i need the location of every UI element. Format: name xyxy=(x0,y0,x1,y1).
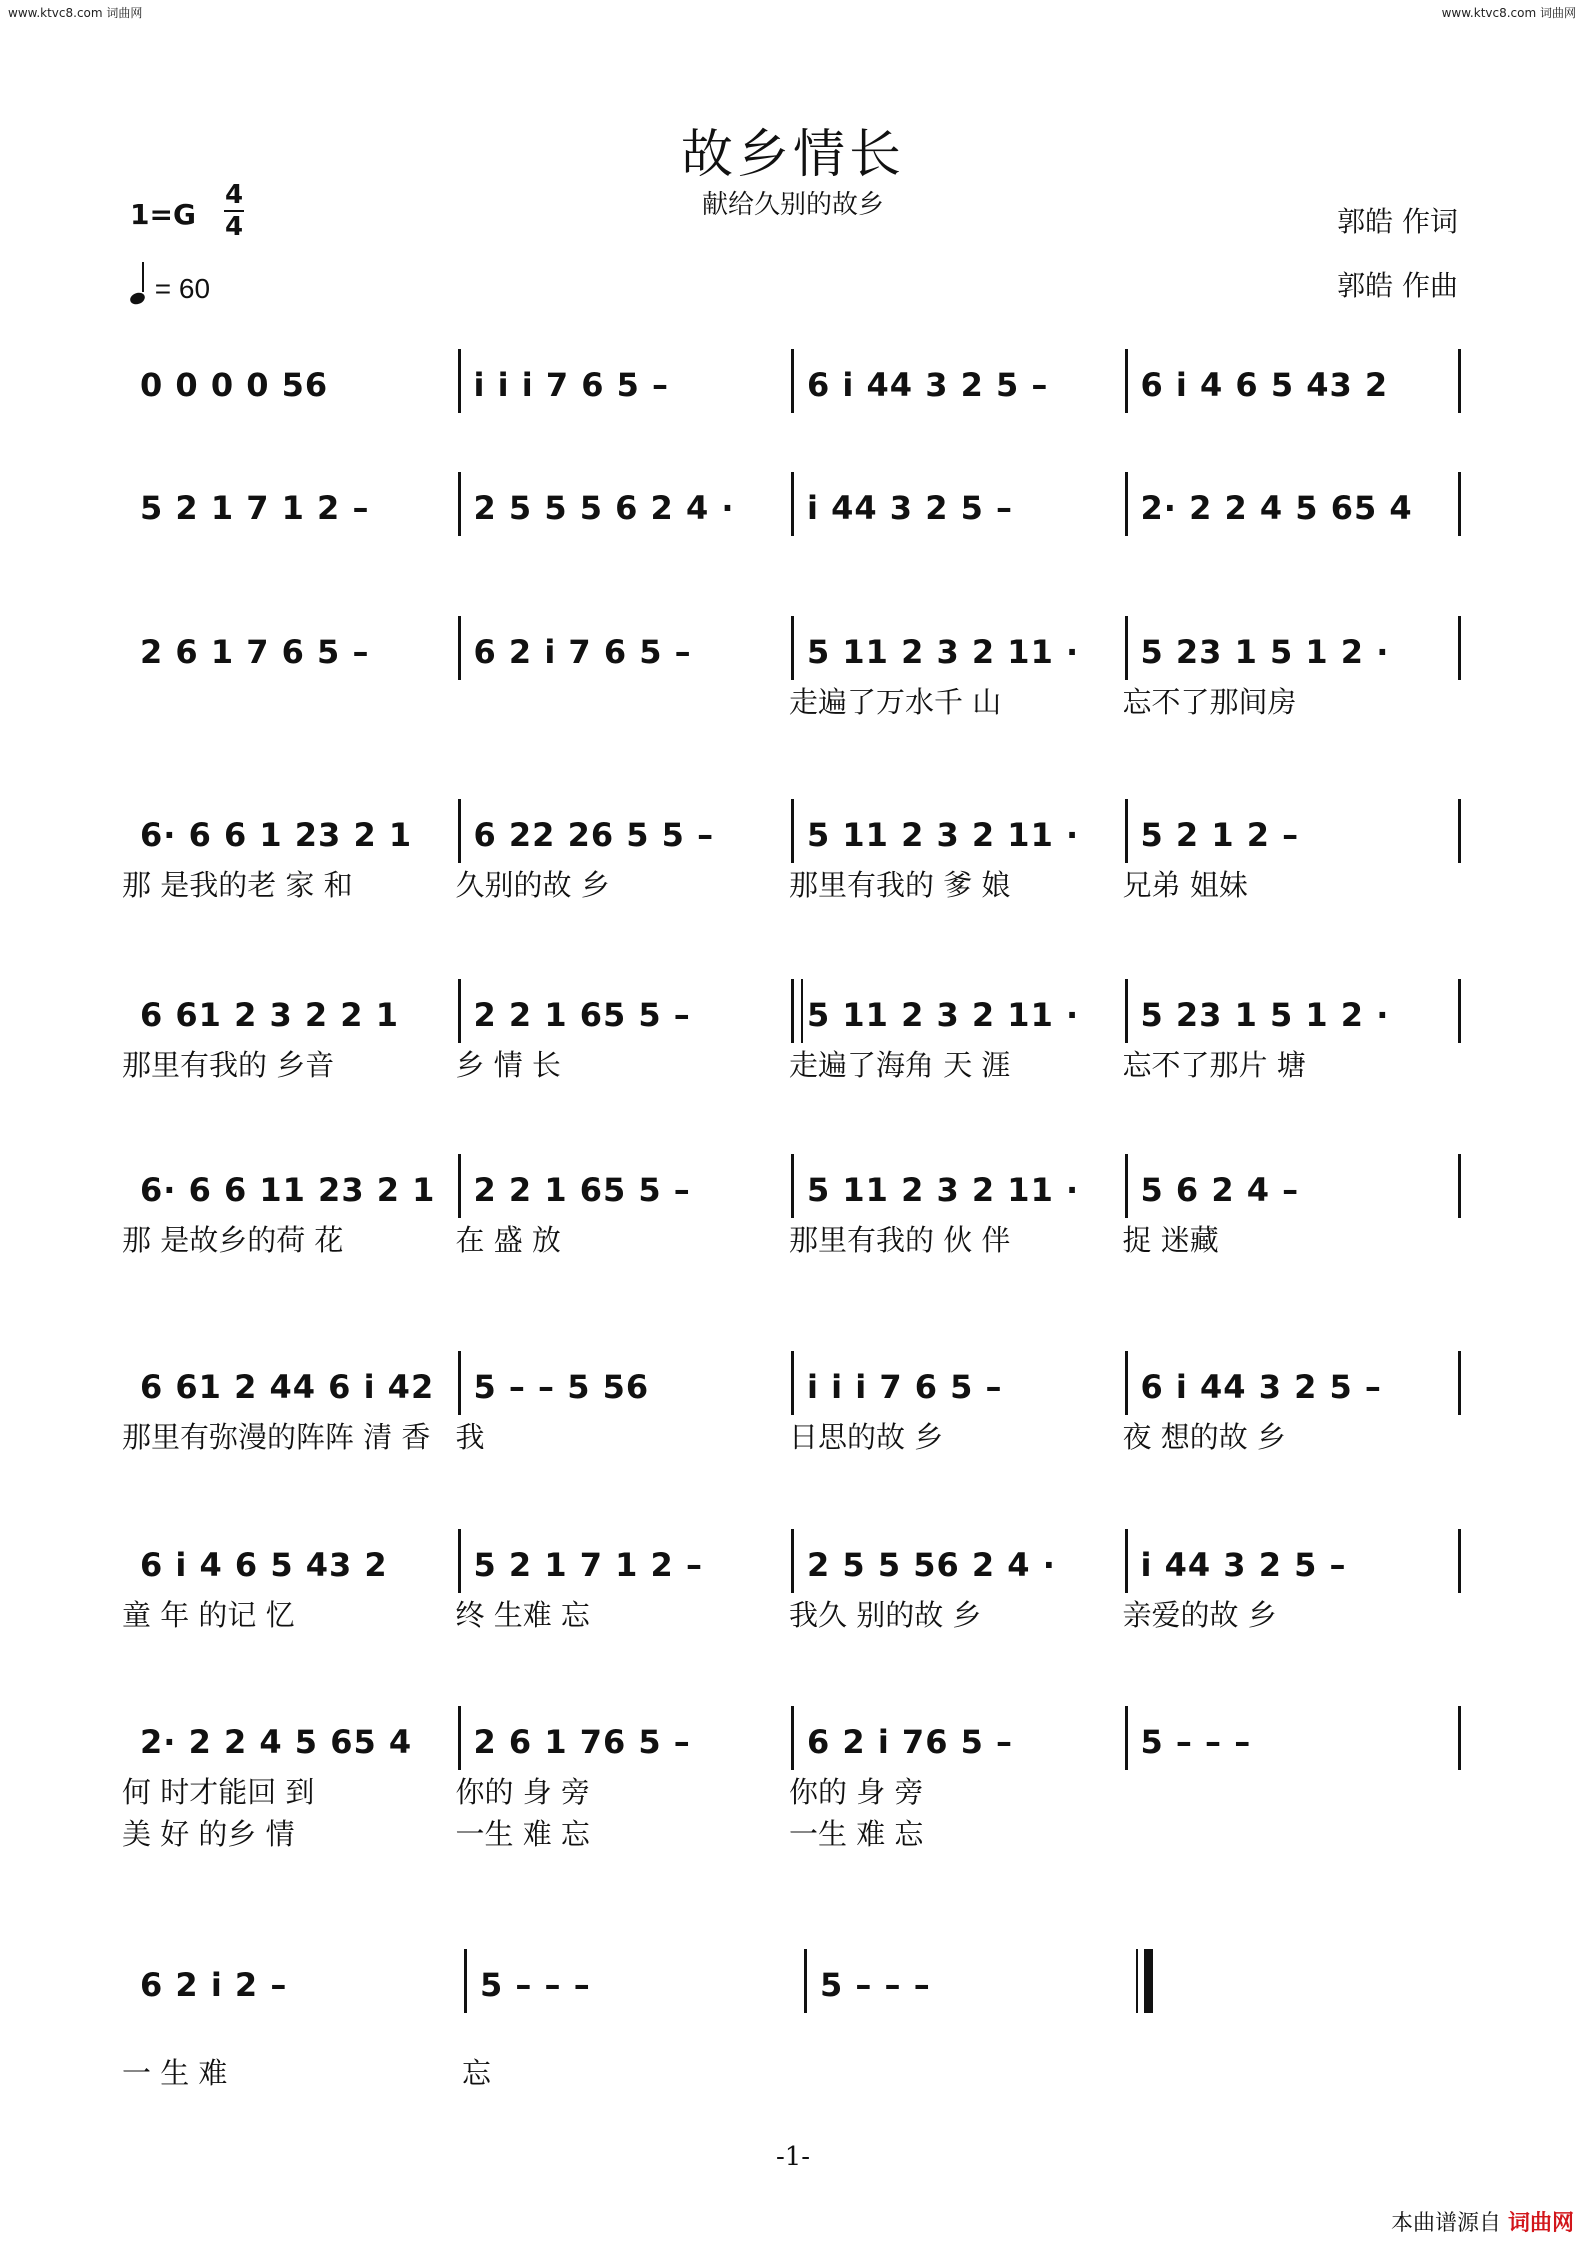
barline xyxy=(1458,349,1461,413)
lyric-segment: 我久 别的故 乡 xyxy=(789,1598,982,1632)
measure: 6 i 4 6 5 43 2 xyxy=(1140,366,1389,404)
lyric-segment: 那里有我的 乡音 xyxy=(122,1048,335,1082)
notes-row xyxy=(126,1955,1460,2025)
measure: 5 – – – xyxy=(1140,1723,1252,1761)
measure: 2· 2 2 4 5 65 4 xyxy=(1140,489,1413,527)
lyric-segment: 在 盛 放 xyxy=(455,1223,561,1257)
measure: 5 23 1 5 1 2 · xyxy=(1140,996,1390,1034)
page-number: -1- xyxy=(775,2142,811,2172)
barline xyxy=(458,1351,461,1415)
final-barline xyxy=(1144,1949,1153,2013)
measure: 6 i 44 3 2 5 – xyxy=(1140,1368,1382,1406)
measure: 5 6 2 4 – xyxy=(1140,1171,1300,1209)
note-stem xyxy=(142,262,144,292)
barline xyxy=(791,1154,794,1218)
barline xyxy=(458,1706,461,1770)
lyric-segment: 何 时才能回 到 xyxy=(122,1775,315,1809)
measure: 5 23 1 5 1 2 · xyxy=(1140,633,1390,671)
barline xyxy=(1125,472,1128,536)
lyric-segment: 忘 xyxy=(462,2056,492,2090)
lyric-segment: 兄弟 姐妹 xyxy=(1122,868,1248,902)
measure: 6 i 44 3 2 5 – xyxy=(807,366,1049,404)
barline xyxy=(791,349,794,413)
measure: i 44 3 2 5 – xyxy=(1140,1546,1347,1584)
final-barline-thin xyxy=(1136,1949,1138,2013)
barline xyxy=(791,979,794,1043)
measure: 5 11 2 3 2 11 · xyxy=(807,1171,1080,1209)
measure: 6· 6 6 11 23 2 1 xyxy=(140,1171,436,1209)
lyric-segment: 一生 难 忘 xyxy=(789,1817,924,1851)
measure: 5 – – – xyxy=(820,1966,931,2004)
lyric-segment: 久别的故 乡 xyxy=(455,868,610,902)
lyric-segment: 忘不了那片 塘 xyxy=(1122,1048,1306,1082)
measure: 6 61 2 44 6 i 42 xyxy=(140,1368,435,1406)
barline xyxy=(458,799,461,863)
lyric-segment: 那里有弥漫的阵阵 清 香 xyxy=(122,1420,431,1454)
time-signature-top: 4 xyxy=(224,180,244,210)
measure: 6 2 i 7 6 5 – xyxy=(473,633,692,671)
barline xyxy=(1125,616,1128,680)
barline xyxy=(458,472,461,536)
watermark-left: www.ktvc8.com 词曲网 xyxy=(8,6,143,20)
barline xyxy=(1458,1351,1461,1415)
lyric-segment: 乡 情 长 xyxy=(455,1048,561,1082)
barline xyxy=(1458,799,1461,863)
source-prefix: 本曲谱源自 xyxy=(1390,2211,1501,2236)
barline xyxy=(1458,616,1461,680)
measure: 6· 6 6 1 23 2 1 xyxy=(140,816,413,854)
measure: 5 2 1 2 – xyxy=(1140,816,1300,854)
lyric-segment: 亲爱的故 乡 xyxy=(1122,1598,1277,1632)
measure: 5 – – 5 56 xyxy=(473,1368,650,1406)
barline xyxy=(791,1529,794,1593)
lyric-segment: 一生 难 忘 xyxy=(455,1817,590,1851)
measure: 2 6 1 76 5 – xyxy=(473,1723,691,1761)
measure: 2· 2 2 4 5 65 4 xyxy=(140,1723,413,1761)
composer-credit: 郭皓 作曲 xyxy=(1337,269,1458,302)
barline xyxy=(1458,1706,1461,1770)
lyric-segment: 那里有我的 伙 伴 xyxy=(789,1223,1011,1257)
lyric-segment: 捉 迷藏 xyxy=(1122,1223,1219,1257)
barline xyxy=(791,616,794,680)
tempo-marking xyxy=(130,268,210,305)
barline xyxy=(464,1949,467,2013)
barline xyxy=(1125,799,1128,863)
watermark-right: www.ktvc8.com 词曲网 xyxy=(1441,6,1576,20)
lyric-segment: 日思的故 乡 xyxy=(789,1420,944,1454)
repeat-barline xyxy=(801,979,803,1043)
lyric-segment: 你的 身 旁 xyxy=(455,1775,590,1809)
barline xyxy=(458,616,461,680)
measure: i i i 7 6 5 – xyxy=(473,366,670,404)
barline xyxy=(1125,1529,1128,1593)
barline xyxy=(1458,1154,1461,1218)
barline xyxy=(458,349,461,413)
barline xyxy=(1458,979,1461,1043)
lyric-segment: 你的 身 旁 xyxy=(789,1775,924,1809)
measure: 2 6 1 7 6 5 – xyxy=(140,633,370,671)
lyric-segment: 夜 想的故 乡 xyxy=(1122,1420,1286,1454)
measure: 2 5 5 56 2 4 · xyxy=(807,1546,1056,1584)
barline xyxy=(1125,1351,1128,1415)
lyric-segment: 我 xyxy=(455,1420,485,1454)
lyric-segment: 一 生 难 xyxy=(122,2056,228,2090)
measure: 2 2 1 65 5 – xyxy=(473,996,691,1034)
lyric-segment: 终 生难 忘 xyxy=(455,1598,590,1632)
measure: i i i 7 6 5 – xyxy=(807,1368,1003,1406)
barline xyxy=(458,1529,461,1593)
barline xyxy=(458,1154,461,1218)
lyric-segment: 忘不了那间房 xyxy=(1122,685,1297,719)
barline xyxy=(1458,472,1461,536)
lyric-segment: 美 好 的乡 情 xyxy=(122,1817,295,1851)
key-signature: 1=G xyxy=(130,198,196,231)
measure: 5 11 2 3 2 11 · xyxy=(807,816,1080,854)
measure: 0 0 0 0 56 xyxy=(140,366,329,404)
notes-row xyxy=(126,478,1460,548)
barline xyxy=(1458,1529,1461,1593)
quarter-note-icon xyxy=(129,291,147,306)
song-title: 故乡情长 xyxy=(680,125,905,185)
measure: 6 i 4 6 5 43 2 xyxy=(140,1546,388,1584)
lyric-segment: 那 是故乡的荷 花 xyxy=(122,1223,344,1257)
lyric-segment: 童 年 的记 忆 xyxy=(122,1598,295,1632)
measure: 2 2 1 65 5 – xyxy=(473,1171,691,1209)
barline xyxy=(1125,1706,1128,1770)
barline xyxy=(791,799,794,863)
barline xyxy=(1125,1154,1128,1218)
measure: i 44 3 2 5 – xyxy=(807,489,1013,527)
lyric-segment: 走遍了海角 天 涯 xyxy=(789,1048,1011,1082)
tempo-value: = 60 xyxy=(154,273,211,304)
measure: 6 61 2 3 2 2 1 xyxy=(140,996,399,1034)
lyric-segment: 走遍了万水千 山 xyxy=(789,685,1002,719)
barline xyxy=(804,1949,807,2013)
barline xyxy=(791,472,794,536)
time-signature xyxy=(222,180,246,242)
measure: 5 11 2 3 2 11 · xyxy=(807,633,1080,671)
source-brand: 词曲网 xyxy=(1507,2211,1574,2236)
measure: 6 2 i 2 – xyxy=(140,1966,288,2004)
barline xyxy=(1125,979,1128,1043)
measure: 2 5 5 5 6 2 4 · xyxy=(473,489,735,527)
barline xyxy=(458,979,461,1043)
measure: 5 11 2 3 2 11 · xyxy=(807,996,1080,1034)
measure: 5 2 1 7 1 2 – xyxy=(473,1546,703,1584)
measure: 5 2 1 7 1 2 – xyxy=(140,489,370,527)
measure: 5 – – – xyxy=(480,1966,591,2004)
song-subtitle: 献给久别的故乡 xyxy=(701,190,884,220)
lyric-segment: 那里有我的 爹 娘 xyxy=(789,868,1011,902)
lyric-segment: 那 是我的老 家 和 xyxy=(122,868,353,902)
measure: 6 2 i 76 5 – xyxy=(807,1723,1013,1761)
lyricist-credit: 郭皓 作词 xyxy=(1337,205,1458,238)
barline xyxy=(1125,349,1128,413)
measure: 6 22 26 5 5 – xyxy=(473,816,715,854)
notes-row xyxy=(126,355,1460,425)
time-signature-bottom: 4 xyxy=(224,212,244,242)
barline xyxy=(791,1706,794,1770)
source-credit xyxy=(1391,2206,1574,2237)
barline xyxy=(791,1351,794,1415)
